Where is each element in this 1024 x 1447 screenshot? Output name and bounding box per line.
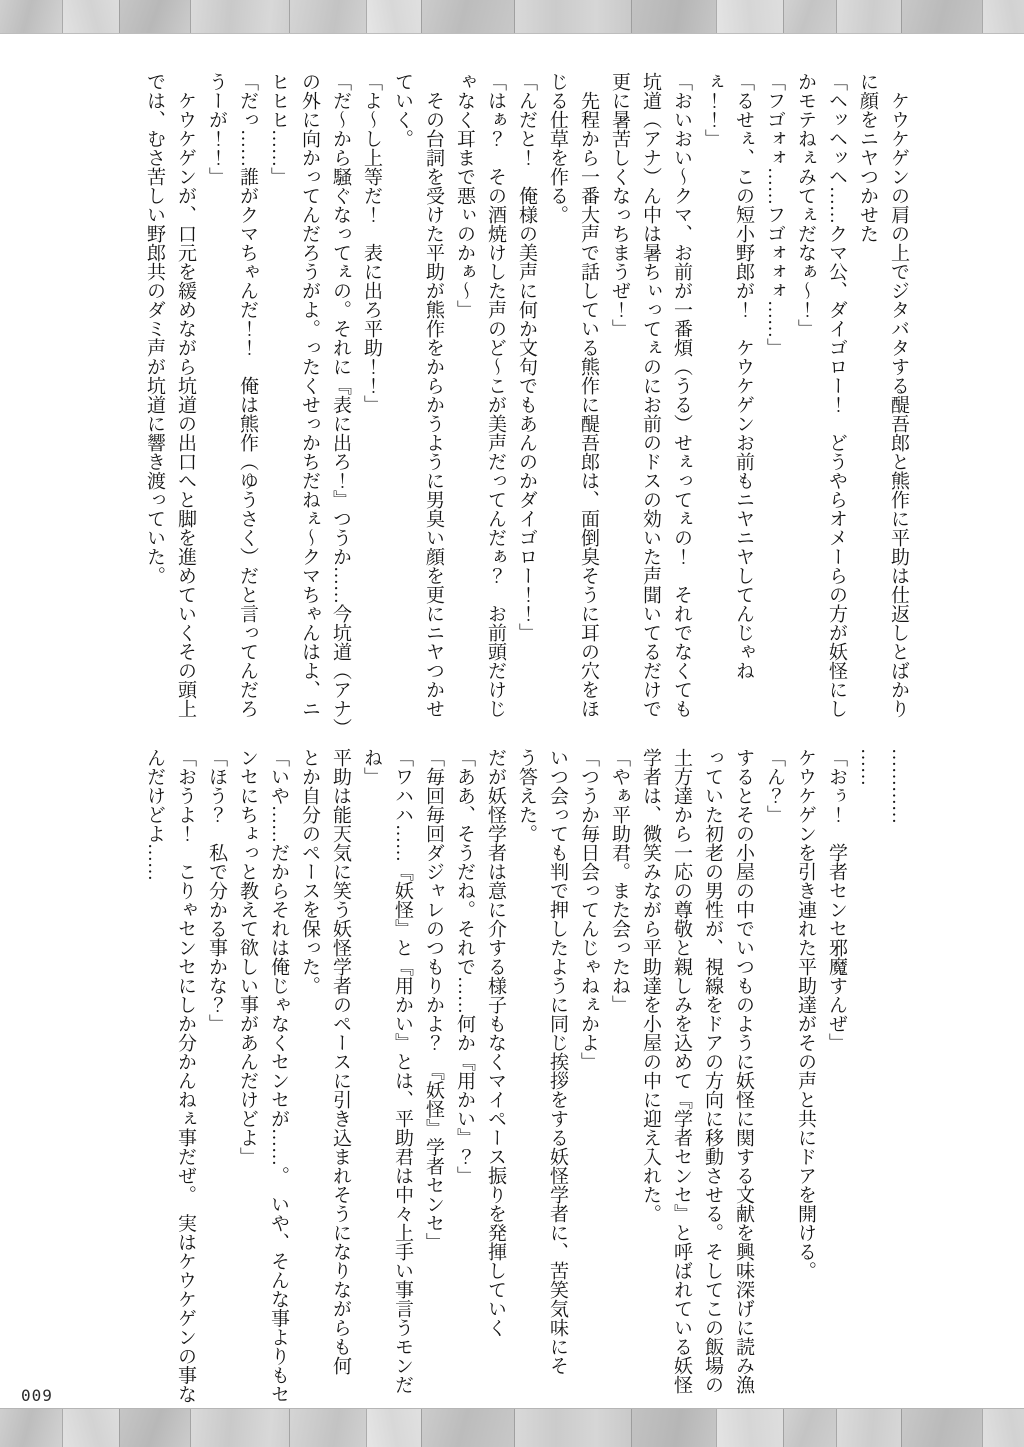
text-line: 「よ～し上等だ！ 表に出ろ平助！！」 xyxy=(361,72,382,414)
marble-tile xyxy=(119,0,190,33)
marble-tile xyxy=(901,0,982,33)
marble-tile xyxy=(631,0,716,33)
marble-tile xyxy=(190,1409,289,1447)
page-number: 009 xyxy=(21,1386,53,1405)
marble-tile xyxy=(901,1409,982,1447)
marble-tile xyxy=(289,1409,366,1447)
story-text-block-top xyxy=(139,72,914,736)
text-line: 「ヘッヘッヘ……クマ公、ダイゴロー！ どうやらオメーらの方が妖怪にし xyxy=(826,72,847,718)
text-line: 土方達から一応の尊敬と親しみを込めて『学者センセ』と呼ばれている妖怪 xyxy=(671,748,692,1394)
marble-tile xyxy=(982,1409,1024,1447)
text-line: かモテねぇみてぇだなぁ～！」 xyxy=(795,72,816,338)
text-line: 平助は能天気に笑う妖怪学者のペースに引き込まれそうになりながらも何 xyxy=(330,748,351,1375)
marble-tile xyxy=(836,1409,901,1447)
text-line: 「いや……だからそれは俺じゃなくセンセが……。 いや、そんな事よりもセ xyxy=(268,748,289,1404)
text-line: とか自分のペースを保った。 xyxy=(299,748,320,995)
marble-tile xyxy=(421,1409,514,1447)
marble-tile xyxy=(119,1409,190,1447)
marble-tile xyxy=(631,1409,716,1447)
bottom-border-texture xyxy=(0,1408,1024,1447)
text-line: 「つうか毎日会ってんじゃねぇかよ」 xyxy=(578,748,599,1071)
text-line: ケウケゲンの肩の上でジタバタする醍吾郎と熊作に平助は仕返しとばかり xyxy=(888,72,909,718)
text-line: 「毎回毎回ダジャレのつもりかよ？ 『妖怪』学者センセ」 xyxy=(423,748,444,1252)
text-line: ゃなく耳まで悪ぃのかぁ～」 xyxy=(454,72,475,319)
text-line: ね」 xyxy=(361,748,382,786)
text-line: ていく。 xyxy=(392,72,413,148)
text-line: 「おぅ！ 学者センセ邪魔すんぜ」 xyxy=(826,748,847,1052)
marble-tile xyxy=(716,1409,783,1447)
text-line: 「やぁ平助君。また会ったね」 xyxy=(609,748,630,1014)
text-line: ケウケゲンを引き連れた平助達がその声と共にドアを開ける。 xyxy=(795,748,816,1280)
text-line: 「おうよ！ こりゃセンセにしか分かんねぇ事だぜ。 実はケウケゲンの事な xyxy=(175,748,196,1404)
marble-tile xyxy=(716,0,783,33)
marble-tile xyxy=(982,0,1024,33)
text-line: いつ会っても判で押したように同じ挨拶をする妖怪学者に、苦笑気味にそ xyxy=(547,748,568,1375)
text-line: するとその小屋の中でいつものように妖怪に関する文献を興味深げに読み漁 xyxy=(733,748,754,1394)
text-line: 「ああ、そうだね。それで……何か『用かい』？」 xyxy=(454,748,475,1185)
text-line: うーが！！」 xyxy=(206,72,227,186)
marble-tile xyxy=(0,1409,62,1447)
text-line: の外に向かってんだろうがよ。ったくせっかちだねぇ～クマちゃんはよ、ニ xyxy=(299,72,320,718)
marble-tile xyxy=(514,1409,631,1447)
text-line: 「だ～から騒ぐなってぇの。それに『表に出ろ！』つうか……今坑道（アナ） xyxy=(330,72,351,737)
marble-tile xyxy=(421,0,514,33)
text-line: じる仕草を作る。 xyxy=(547,72,568,224)
text-line: ヒヒヒ……」 xyxy=(268,72,289,186)
top-border-texture xyxy=(0,0,1024,34)
text-line: に顔をニヤつかせた xyxy=(857,72,878,243)
marble-tile xyxy=(62,1409,119,1447)
text-line: だが妖怪学者は意に介する様子もなくマイペース振りを発揮していく xyxy=(485,748,506,1337)
text-line: 学者は、微笑みながら平助達を小屋の中に迎え入れた。 xyxy=(640,748,661,1223)
story-text-block-bottom xyxy=(139,748,914,1404)
text-line: 「フゴォォ……フゴォォォ……」 xyxy=(764,72,785,357)
text-line: 「ほう？ 私で分かる事かな？」 xyxy=(206,748,227,1033)
marble-tile xyxy=(783,1409,836,1447)
text-line: 「ん？」 xyxy=(764,748,785,824)
text-line: 「おいおい～クマ、お前が一番煩（うる）せぇってぇの！ それでなくても xyxy=(671,72,692,718)
text-line: ぇ！！」 xyxy=(702,72,723,148)
marble-tile xyxy=(366,0,421,33)
text-line: ………… xyxy=(888,748,909,824)
marble-tile xyxy=(190,0,289,33)
text-line: その台詞を受けた平助が熊作をからかうように男臭い顔を更にニヤつかせ xyxy=(423,72,444,718)
marble-tile xyxy=(0,0,62,33)
marble-tile xyxy=(514,0,631,33)
text-line: ケウケゲンが、口元を緩めながら坑道の出口へと脚を進めていくその頭上 xyxy=(175,72,196,718)
marble-tile xyxy=(836,0,901,33)
text-line: では、むさ苦しい野郎共のダミ声が坑道に響き渡っていた。 xyxy=(144,72,165,585)
marble-tile xyxy=(62,0,119,33)
marble-tile xyxy=(783,0,836,33)
text-line: 「るせぇ、この短小野郎が！ ケウケゲンお前もニヤニヤしてんじゃね xyxy=(733,72,754,680)
text-line: っていた初老の男性が、視線をドアの方向に移動させる。そしてこの飯場の xyxy=(702,748,723,1394)
text-line: んだけどよ…… xyxy=(144,748,165,881)
text-line: 先程から一番大声で話している熊作に醍吾郎は、面倒臭そうに耳の穴をほ xyxy=(578,72,599,718)
text-line: 「だっ……誰がクマちゃんだ！！ 俺は熊作（ゆうさく）だと言ってんだろ xyxy=(237,72,258,718)
text-line: …… xyxy=(857,748,878,786)
text-line: 「ワハハ……『妖怪』と『用かい』とは、平助君は中々上手い事言うモンだ xyxy=(392,748,413,1394)
text-line: 坑道（アナ）ん中は暑ちぃってぇのにお前のドスの効いた声聞いてるだけで xyxy=(640,72,661,718)
marble-tile xyxy=(366,1409,421,1447)
text-line: 更に暑苦しくなっちまうぜ！」 xyxy=(609,72,630,338)
text-line: う答えた。 xyxy=(516,748,537,843)
marble-tile xyxy=(289,0,366,33)
text-line: ンセにちょっと教えて欲しい事があんだけどよ」 xyxy=(237,748,258,1166)
text-line: 「んだと！ 俺様の美声に何か文句でもあんのかダイゴロー！！」 xyxy=(516,72,537,642)
text-line: 「はぁ？ その酒焼けした声のど～こが美声だってんだぁ？ お前頭だけじ xyxy=(485,72,506,718)
